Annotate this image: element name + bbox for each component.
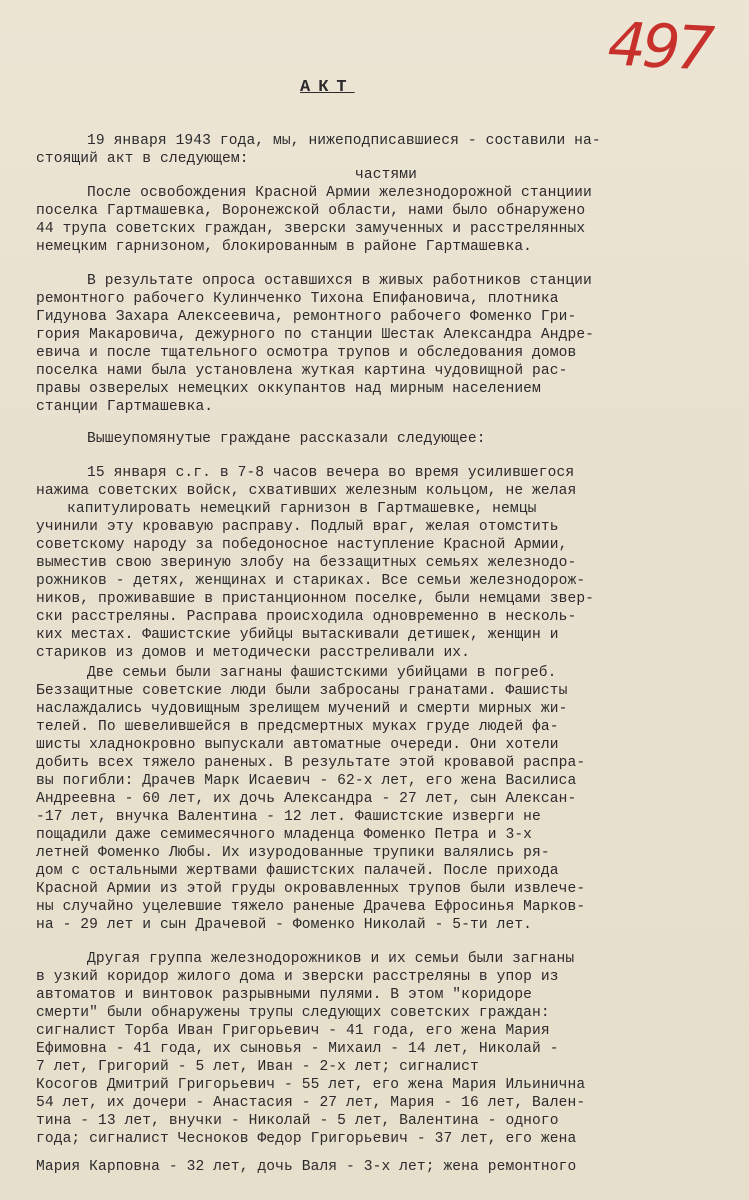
text-line: капитулировать немецкий гарнизон в Гартмашевке, немцы bbox=[67, 501, 537, 517]
text-line: Ефимовна - 41 года, их сыновья - Михаил - 14 лет, Николай - bbox=[36, 1041, 559, 1057]
text-line: учинили эту кровавую расправу. Подлый враг, желая отомстить bbox=[36, 519, 559, 535]
text-line: нажима советских войск, схвативших железным кольцом, не желая bbox=[36, 483, 577, 499]
text-line: станции Гартмашевка. bbox=[36, 399, 214, 415]
text-line: ски расстреляны. Расправа происходила одновременно в несколь- bbox=[36, 609, 577, 625]
handwritten-page-number: 497 bbox=[606, 9, 713, 85]
text-line: поселка нами была установлена жуткая картина чудовищной рас- bbox=[36, 363, 568, 379]
text-line: смерти" были обнаружены трупы следующих советских граждан: bbox=[36, 1005, 550, 1021]
text-line: немецким гарнизоном, блокированным в районе Гартмашевка. bbox=[36, 239, 533, 255]
document-title: АКТ bbox=[300, 78, 355, 97]
text-line: 15 января с.г. в 7-8 часов вечера во время усилившегося bbox=[87, 465, 575, 481]
text-line: рожников - детях, женщинах и стариках. Все семьи железнодорож- bbox=[36, 573, 586, 589]
text-line: Гидунова Захара Алексеевича, ремонтного рабочего Фоменко Гри- bbox=[36, 309, 577, 325]
text-line: Две семьи были загнаны фашистскими убийцами в погреб. bbox=[87, 665, 557, 681]
text-line: советскому народу за победоносное наступление Красной Армии, bbox=[36, 537, 568, 553]
text-line: 19 января 1943 года, мы, нижеподписавшиеся - составили на- bbox=[87, 133, 601, 149]
text-line: шисты хладнокровно выпускали автоматные очереди. Они хотели bbox=[36, 737, 559, 753]
text-line: 7 лет, Григорий - 5 лет, Иван - 2-х лет; сигналист bbox=[36, 1059, 479, 1075]
text-line: на - 29 лет и сын Драчевой - Фоменко Николай - 5-ти лет. bbox=[36, 917, 533, 933]
text-line: ких местах. Фашистские убийцы вытаскивали детишек, женщин и bbox=[36, 627, 559, 643]
text-line: стоящий акт в следующем: bbox=[36, 151, 249, 167]
text-line: частями bbox=[355, 167, 418, 183]
text-line: дом с остальными жертвами фашистских палачей. После прихода bbox=[36, 863, 559, 879]
text-line: В результате опроса оставшихся в живых работников станции bbox=[87, 273, 592, 289]
text-line: евича и после тщательного осмотра трупов и обследования домов bbox=[36, 345, 577, 361]
text-line: -17 лет, внучка Валентина - 12 лет. Фашистские изверги не bbox=[36, 809, 541, 825]
text-line: в узкий коридор жилого дома и зверски расстреляны в упор из bbox=[36, 969, 559, 985]
text-line: Беззащитные советские люди были забросаны гранатами. Фашисты bbox=[36, 683, 568, 699]
text-line: телей. По шевелившейся в предсмертных муках груде людей фа- bbox=[36, 719, 559, 735]
text-line: 54 лет, их дочери - Анастасия - 27 лет, Мария - 16 лет, Вален- bbox=[36, 1095, 586, 1111]
text-line: поселка Гартмашевка, Воронежской области, нами было обнаружено bbox=[36, 203, 586, 219]
text-line: Мария Карповна - 32 лет, дочь Валя - 3-х лет; жена ремонтного bbox=[36, 1159, 577, 1175]
text-line: правы озверелых немецких оккупантов над мирным населением bbox=[36, 381, 541, 397]
text-line: ников, проживавшие в пристанционном поселке, были немцами звер- bbox=[36, 591, 595, 607]
text-line: пощадили даже семимесячного младенца Фоменко Петра и 3-х bbox=[36, 827, 533, 843]
text-line: ны случайно уцелевшие тяжело раненые Драчева Ефросинья Марков- bbox=[36, 899, 586, 915]
text-line: выместив свою звериную злобу на беззащитных семьях железнодо- bbox=[36, 555, 577, 571]
text-line: наслаждались чудовищным зрелищем мучений и смерти мирных жи- bbox=[36, 701, 568, 717]
text-line: гория Макаровича, дежурного по станции Шестак Александра Андре- bbox=[36, 327, 595, 343]
text-line: Красной Армии из этой груды окровавленных трупов были извлече- bbox=[36, 881, 586, 897]
text-line: Другая группа железнодорожников и их семьи были загнаны bbox=[87, 951, 575, 967]
text-line: сигналист Торба Иван Григорьевич - 41 года, его жена Мария bbox=[36, 1023, 550, 1039]
text-line: автоматов и винтовок разрывными пулями. В этом "коридоре bbox=[36, 987, 533, 1003]
text-line: года; сигналист Чесноков Федор Григорьевич - 37 лет, его жена bbox=[36, 1131, 577, 1147]
text-line: тина - 13 лет, внучки - Николай - 5 лет, Валентина - одного bbox=[36, 1113, 559, 1129]
text-line: вы погибли: Драчев Марк Исаевич - 62-х лет, его жена Василиса bbox=[36, 773, 577, 789]
text-line: Андреевна - 60 лет, их дочь Александра - 27 лет, сын Алексан- bbox=[36, 791, 577, 807]
text-line: ремонтного рабочего Кулинченко Тихона Епифановича, плотника bbox=[36, 291, 559, 307]
text-line: летней Фоменко Любы. Их изуродованные трупики валялись ря- bbox=[36, 845, 550, 861]
text-line: стариков из домов и методически расстреливали их. bbox=[36, 645, 471, 661]
text-line: добить всех тяжело раненых. В результате этой кровавой распра- bbox=[36, 755, 586, 771]
text-line: 44 трупа советских граждан, зверски замученных и расстрелянных bbox=[36, 221, 586, 237]
text-line: После освобождения Красной Армии железнодорожной станциии bbox=[87, 185, 592, 201]
text-line: Косогов Дмитрий Григорьевич - 55 лет, его жена Мария Ильинична bbox=[36, 1077, 586, 1093]
text-line: Вышеупомянутые граждане рассказали следующее: bbox=[87, 431, 486, 447]
